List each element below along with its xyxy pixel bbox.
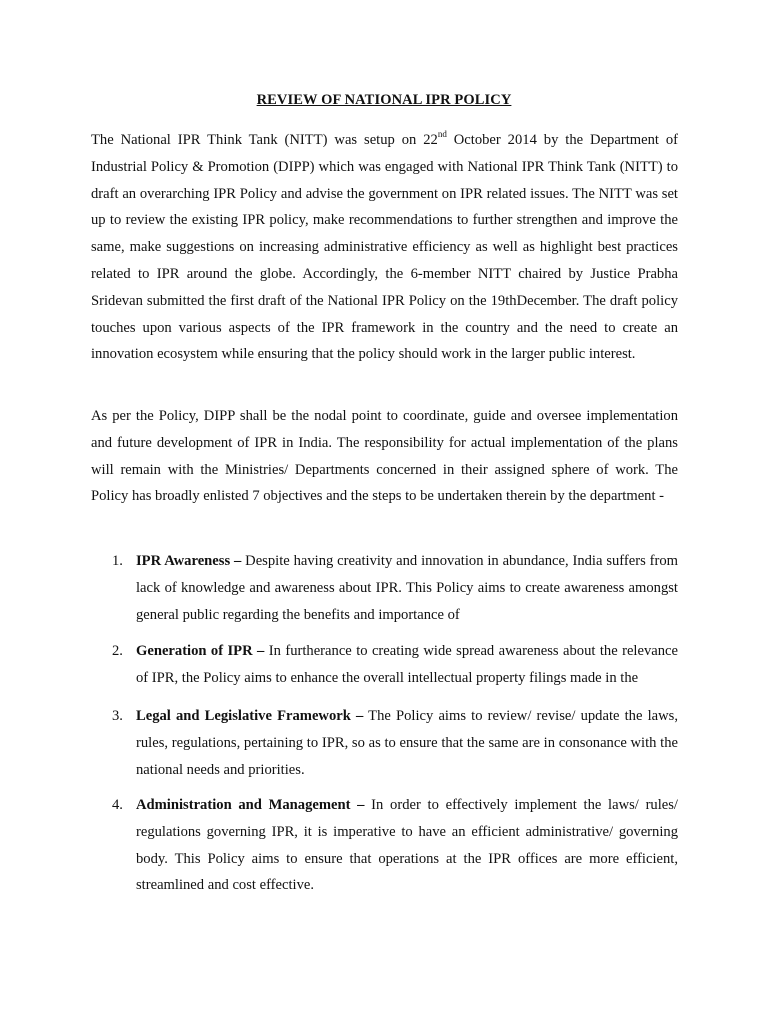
list-item-body xyxy=(136,638,678,692)
list-item-body xyxy=(136,548,678,628)
list-item-text: In furtherance to creating wide spread awareness about the relevance of IPR, the Policy aims to enhance the overall intellectual property filings made in the xyxy=(136,643,678,686)
list-item xyxy=(91,703,678,783)
ordinal-superscript: nd xyxy=(437,129,447,140)
list-item-text: Despite having creativity and innovation in abundance, India suffers from lack of knowledge and awareness about IPR. This Policy aims to create awareness amongst general public regarding the benefits and importance of xyxy=(136,553,679,623)
list-item-text: In order to effectively implement the laws/ rules/ regulations governing IPR, it is imperative to have an efficient administrative/ governing body. This Policy aims to ensure that operations at the IPR offices are more efficient, streamlined and cost effective. xyxy=(136,797,678,894)
list-item-heading: Generation of IPR – xyxy=(136,643,265,659)
list-item-body xyxy=(136,792,678,899)
list-item xyxy=(91,548,678,628)
document-title: REVIEW OF NATIONAL IPR POLICY xyxy=(256,92,512,108)
list-item-body xyxy=(136,703,678,783)
list-item-number: 3. xyxy=(112,708,123,724)
list-item-heading: Legal and Legislative Framework – xyxy=(136,708,364,724)
policy-paragraph: As per the Policy, DIPP shall be the nodal point to coordinate, guide and oversee implementation and future development of IPR in India. The responsibility for actual implementation of the plans will remain with the Ministries/ Departments concerned in their assigned sphere of work. The Policy has broadly enlisted 7 objectives and the steps to be undertaken therein by the department - xyxy=(91,408,678,505)
intro-paragraph xyxy=(91,127,678,368)
list-item-number: 1. xyxy=(112,553,123,569)
list-item-text: The Policy aims to review/ revise/ update the laws, rules, regulations, pertaining to IPR, so as to ensure that the same are in consonance with the national needs and priorities. xyxy=(136,708,678,778)
list-item-number: 2. xyxy=(112,643,123,659)
intro-text-rest: October 2014 by the Department of Industrial Policy & Promotion (DIPP) which was engaged with National IPR Think Tank (NITT) to draft an overarching IPR Policy and advise the government on IPR related issues. The NITT was set up to review the existing IPR policy, make recommendations to further strengthen and improve the same, make suggestions on increasing administrative efficiency as well as highlight best practices related to IPR around the globe. Accordingly, the 6-member NITT chaired by Justice Prabha Sridevan submitted the first draft of the National IPR Policy on the 19thDecember. The draft policy touches upon various aspects of the IPR framework in the country and the need to create an innovation ecosystem while ensuring that the policy should work in the larger public interest. xyxy=(91,132,679,363)
list-item-number: 4. xyxy=(112,797,123,813)
list-item-heading: Administration and Management – xyxy=(136,797,365,813)
list-item xyxy=(91,792,678,899)
intro-text-start: The National IPR Think Tank (NITT) was setup on 22 xyxy=(91,132,438,148)
list-item xyxy=(91,638,678,692)
list-item-heading: IPR Awareness – xyxy=(136,553,242,569)
